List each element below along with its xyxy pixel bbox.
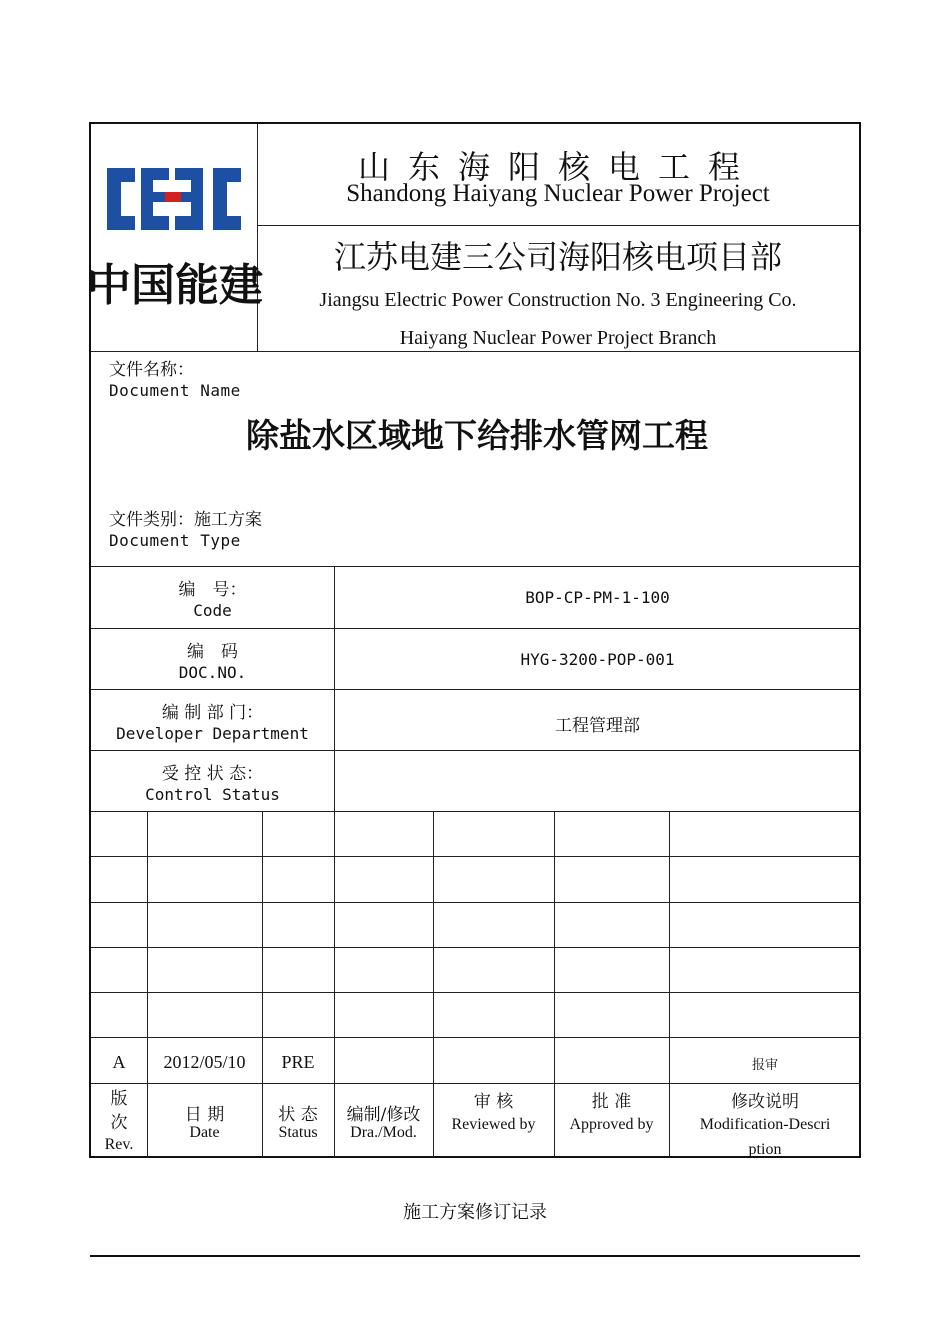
revision-description: 报审 xyxy=(751,1058,778,1073)
doc-no-label-cn: 编 码 xyxy=(187,642,238,662)
project-title-cn: 山东海阳核电工程 xyxy=(357,148,758,186)
doc-no-value: HYG-3200-POP-001 xyxy=(520,650,675,669)
header-rev-cn: 版 次 xyxy=(110,1089,128,1133)
header-description-cn: 修改说明 xyxy=(731,1092,799,1112)
header-author-en: Dra./Mod. xyxy=(350,1124,417,1141)
company-name-cn: 江苏电建三公司海阳核电项目部 xyxy=(333,238,782,276)
developer-department-value: 工程管理部 xyxy=(555,716,640,736)
footer-rule xyxy=(90,1255,860,1257)
company-name-en-line1: Jiangsu Electric Power Construction No. 3 Engineering Co. xyxy=(319,289,797,311)
control-status-label-cn: 受 控 状 态： xyxy=(161,764,264,784)
header-rev-en: Rev. xyxy=(104,1136,134,1153)
header-status-cn: 状 态 xyxy=(278,1105,318,1125)
revision-status: PRE xyxy=(281,1052,315,1072)
developer-department-label-cn: 编 制 部 门： xyxy=(161,703,264,723)
info-table-bottom xyxy=(91,811,861,812)
revision-rev: A xyxy=(112,1052,126,1072)
header-date-cn: 日 期 xyxy=(184,1105,225,1125)
header-reviewed-cn: 审 核 xyxy=(473,1092,514,1112)
cover-sheet-frame xyxy=(89,122,861,1158)
header-author-cn: 编制/修改 xyxy=(346,1105,421,1125)
info-row-divider xyxy=(91,750,861,751)
revision-row-divider xyxy=(91,992,861,993)
revision-row-divider xyxy=(91,947,861,948)
revision-row-divider xyxy=(91,902,861,903)
header-approved-cn: 批 准 xyxy=(591,1092,632,1112)
header-description-en: Modification-Description xyxy=(699,1116,831,1158)
revision-row-divider xyxy=(91,1083,861,1084)
header-reviewed-en: Reviewed by xyxy=(451,1116,536,1133)
header-divider-bottom xyxy=(91,351,861,352)
document-type-label-en: Document Type xyxy=(109,531,241,550)
header-date-en: Date xyxy=(189,1124,220,1141)
document-name-label-en: Document Name xyxy=(109,381,241,400)
logo-subtitle: 中国能建 xyxy=(87,260,263,311)
doc-no-label-en: DOC.NO. xyxy=(178,663,247,682)
code-label-cn: 编 号： xyxy=(178,580,247,600)
header-divider-middle xyxy=(257,225,861,226)
project-title-en: Shandong Haiyang Nuclear Power Project xyxy=(346,180,770,207)
revision-date: 2012/05/10 xyxy=(163,1052,246,1072)
revision-row-divider xyxy=(91,1037,861,1038)
header-status-en: Status xyxy=(278,1124,318,1141)
control-status-label-en: Control Status xyxy=(145,785,280,804)
developer-department-label-en: Developer Department xyxy=(116,724,309,743)
document-name-label-cn: 文件名称： xyxy=(109,360,194,380)
info-row-divider xyxy=(91,628,861,629)
info-table-top xyxy=(91,566,861,567)
document-title: 除盐水区域地下给排水管网工程 xyxy=(246,416,708,455)
info-row-divider xyxy=(91,689,861,690)
code-label-en: Code xyxy=(193,601,232,620)
document-type-label-cn: 文件类别：施工方案 xyxy=(109,510,262,530)
code-value: BOP-CP-PM-1-100 xyxy=(525,588,670,607)
ceec-logo xyxy=(87,162,263,312)
revision-record-caption: 施工方案修订记录 xyxy=(403,1202,547,1223)
company-name-en-line2: Haiyang Nuclear Power Project Branch xyxy=(399,327,717,349)
revision-row-divider xyxy=(91,856,861,857)
header-approved-en: Approved by xyxy=(569,1116,654,1133)
